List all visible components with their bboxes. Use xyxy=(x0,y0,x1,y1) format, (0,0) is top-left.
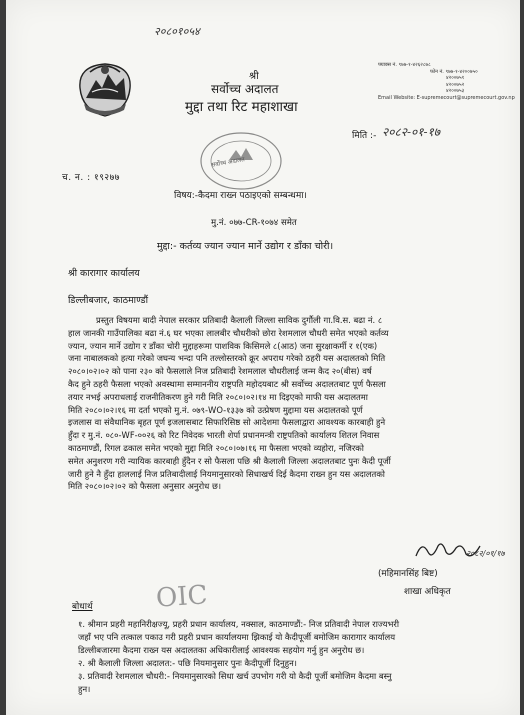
body-line: ज्यान, ज्यान मार्ने उद्योग र डाँका चोरी मुद्दाहरूमा पाशविक किसिमले ८(आठ) जना सुरक्षाकर्मी र १(एक) xyxy=(68,340,378,351)
recipient-address: डिल्लीबजार, काठमाण्डौं xyxy=(68,295,148,306)
date-label: मिति :- xyxy=(352,131,377,141)
body-line: काठमाण्डौं, रिगल ढकाल समेत भएको मुद्दा मिति २०८०।०७।१६ मा फैसला भएको व्यहोरा, नजिरको xyxy=(68,442,364,453)
signatory-name: (महिमानसिंह बिष्ट) xyxy=(378,569,438,579)
case-title: मुद्दा:- कर्तव्य ज्यान ज्यान मार्ने उद्योग र डाँका चोरी। xyxy=(157,241,334,252)
body-paragraph xyxy=(68,314,514,493)
body-line: तयार नभई अपराधलाई राजनीतिकरण हुने गरी मिति २०८०।०२।१४ मा दिइएको माफी यस अदालतमा xyxy=(68,391,368,402)
subject-line: विषय:-कैदमा राख्न पठाइएको सम्बन्धमा। xyxy=(174,191,307,201)
body-line: समेत अनुशरण गरी न्यायिक कारबाही हुँदैन र सो फैसला पछि श्री कैलाली जिल्ला अदालतबाट पुनः कैदी पूर्जी xyxy=(68,455,391,466)
header-shree: श्री xyxy=(249,71,259,82)
cc-item: हुन। xyxy=(78,684,91,694)
cc-item: जहाँ भए पनि तत्काल पकाउ गरी प्रहरी प्रधान कार्यालयमा झिकाई यो कैदीपूर्जी बमोजिम कारागार कार्यालय xyxy=(78,632,396,642)
body-line: इजलास वा संवैधानिक बृहत पूर्ण इजलासबाट सिफारिसिष्ठ सो आदेशमा फैसलाद्वारा आवश्यक कारबाही हुने xyxy=(68,417,386,428)
cc-item: २. श्री कैलाली जिल्ला अदालत:- पछि नियमानुसार पुनः कैदीपूर्जी दिनुहुन। xyxy=(78,658,297,668)
cc-list xyxy=(78,618,514,696)
body-line: मिति २०८०।०२।१६ मा दर्ता भएको मु.नं. ०७९-WO-१३३७ को उत्प्रेषण मुद्दामा यस अदालतको पूर्ण xyxy=(68,404,363,415)
contact-block: फ्याक्स नं. ९७७-१-४२६२८७८ फोन नं. ९७७-१-४२००७५० ४२००७५१ ४२००७५२ ४२००७५३ Email Website: E-supremecourt@supremecourt.gov.np xyxy=(378,62,515,101)
nepal-emblem-icon xyxy=(76,58,134,120)
signatory-title: शाखा अधिकृत xyxy=(404,587,451,597)
document-page xyxy=(6,0,520,715)
body-line: हाल जानकी गाउँपालिका बढा नं.६ घर भएका लालबीर चौधरीको छोरा रेशमलाल चौधरी समेत भएको कर्तव्य xyxy=(68,327,389,338)
body-line: जना नाबालकको हत्या गरेको जघन्य भन्दा पनि तल्लोस्तरको क्रूर अपराध गरेको ठहरी यस अदालतको मिति xyxy=(68,353,386,364)
cc-item: १. श्रीमान प्रहरी महानिरीक्षज्यू, प्रहरी प्रधान कार्यालय, नक्साल, काठमाण्डौं:- निज प्रतिवादी नेपाल राज्यभरी xyxy=(78,619,400,629)
body-line: २०८०।०२।०२ को पाना २३० को फैसलाले निज प्रतिबादी रेशमलाल चौधरीलाई जन्म कैद २०(बीस) वर्ष xyxy=(68,366,372,377)
signature-date: २०८२/०१/१७ xyxy=(466,549,505,558)
body-line: जारी हुने नै हुँदा हाललाई निज प्रतिबादीलाई नियमानुसारको सिधाखर्च दिई कैदमा राख्न हुन यस अदालतको xyxy=(68,468,385,479)
recipient-name: श्री कारागार कार्यालय xyxy=(68,268,140,279)
cc-heading: बोधार्थ xyxy=(72,602,93,612)
body-line: कैद हुने ठहरी फैसला भएको अवस्थामा सम्माननीय राष्ट्रपति महोदयबाट श्री सर्वोच्च अदालतबाट पूर्ण फैसला xyxy=(68,378,386,389)
seal-text: सर्वोच्च अदालत xyxy=(210,156,246,169)
cc-item: डिल्लीबजारमा कैदमा राख्न यस अदालतका अधिकारीलाई आवश्यक सहयोग गर्नु हुन अनुरोध छ। xyxy=(78,645,365,655)
body-line: मिति २०८०।०२।०२ को फैसला अनुसार अनुरोध छ। xyxy=(68,481,221,492)
cc-item: ३. प्रतिवादी रेशमलाल चौधरी:- नियमानुसारको सिधा खर्च उपभोग गरी यो कैदी पूर्जी बमोजिम कैदमा बस्नु xyxy=(78,671,392,681)
branch-name: मुद्दा तथा रिट महाशाखा xyxy=(185,99,298,115)
letter-number: च. न. : १९२७७ xyxy=(62,173,120,183)
handwritten-oic-mark: OIC xyxy=(155,580,209,614)
court-name: सर्वोच्च अदालत xyxy=(211,82,279,96)
case-number: मु.नं. ०७७-CR-१०७४ समेत xyxy=(211,218,297,228)
body-line: प्रस्तुत विषयमा बादी नेपाल सरकार प्रतिबादी कैलाली जिल्ला साविक दुर्गौली गा.वि.स. बढा नं. ८ xyxy=(96,315,383,325)
body-line: हुँदा र मु.नं. ०८०-WF-००२६ को रिट निवेदक भारती शेर्पा प्रधानमन्त्री राष्ट्रपतिको कार्यालय शितल निवास xyxy=(68,430,380,441)
handwritten-reference: २०८०१०५४ xyxy=(154,25,200,38)
date-value: २०८२-०१-१७ xyxy=(382,125,441,139)
